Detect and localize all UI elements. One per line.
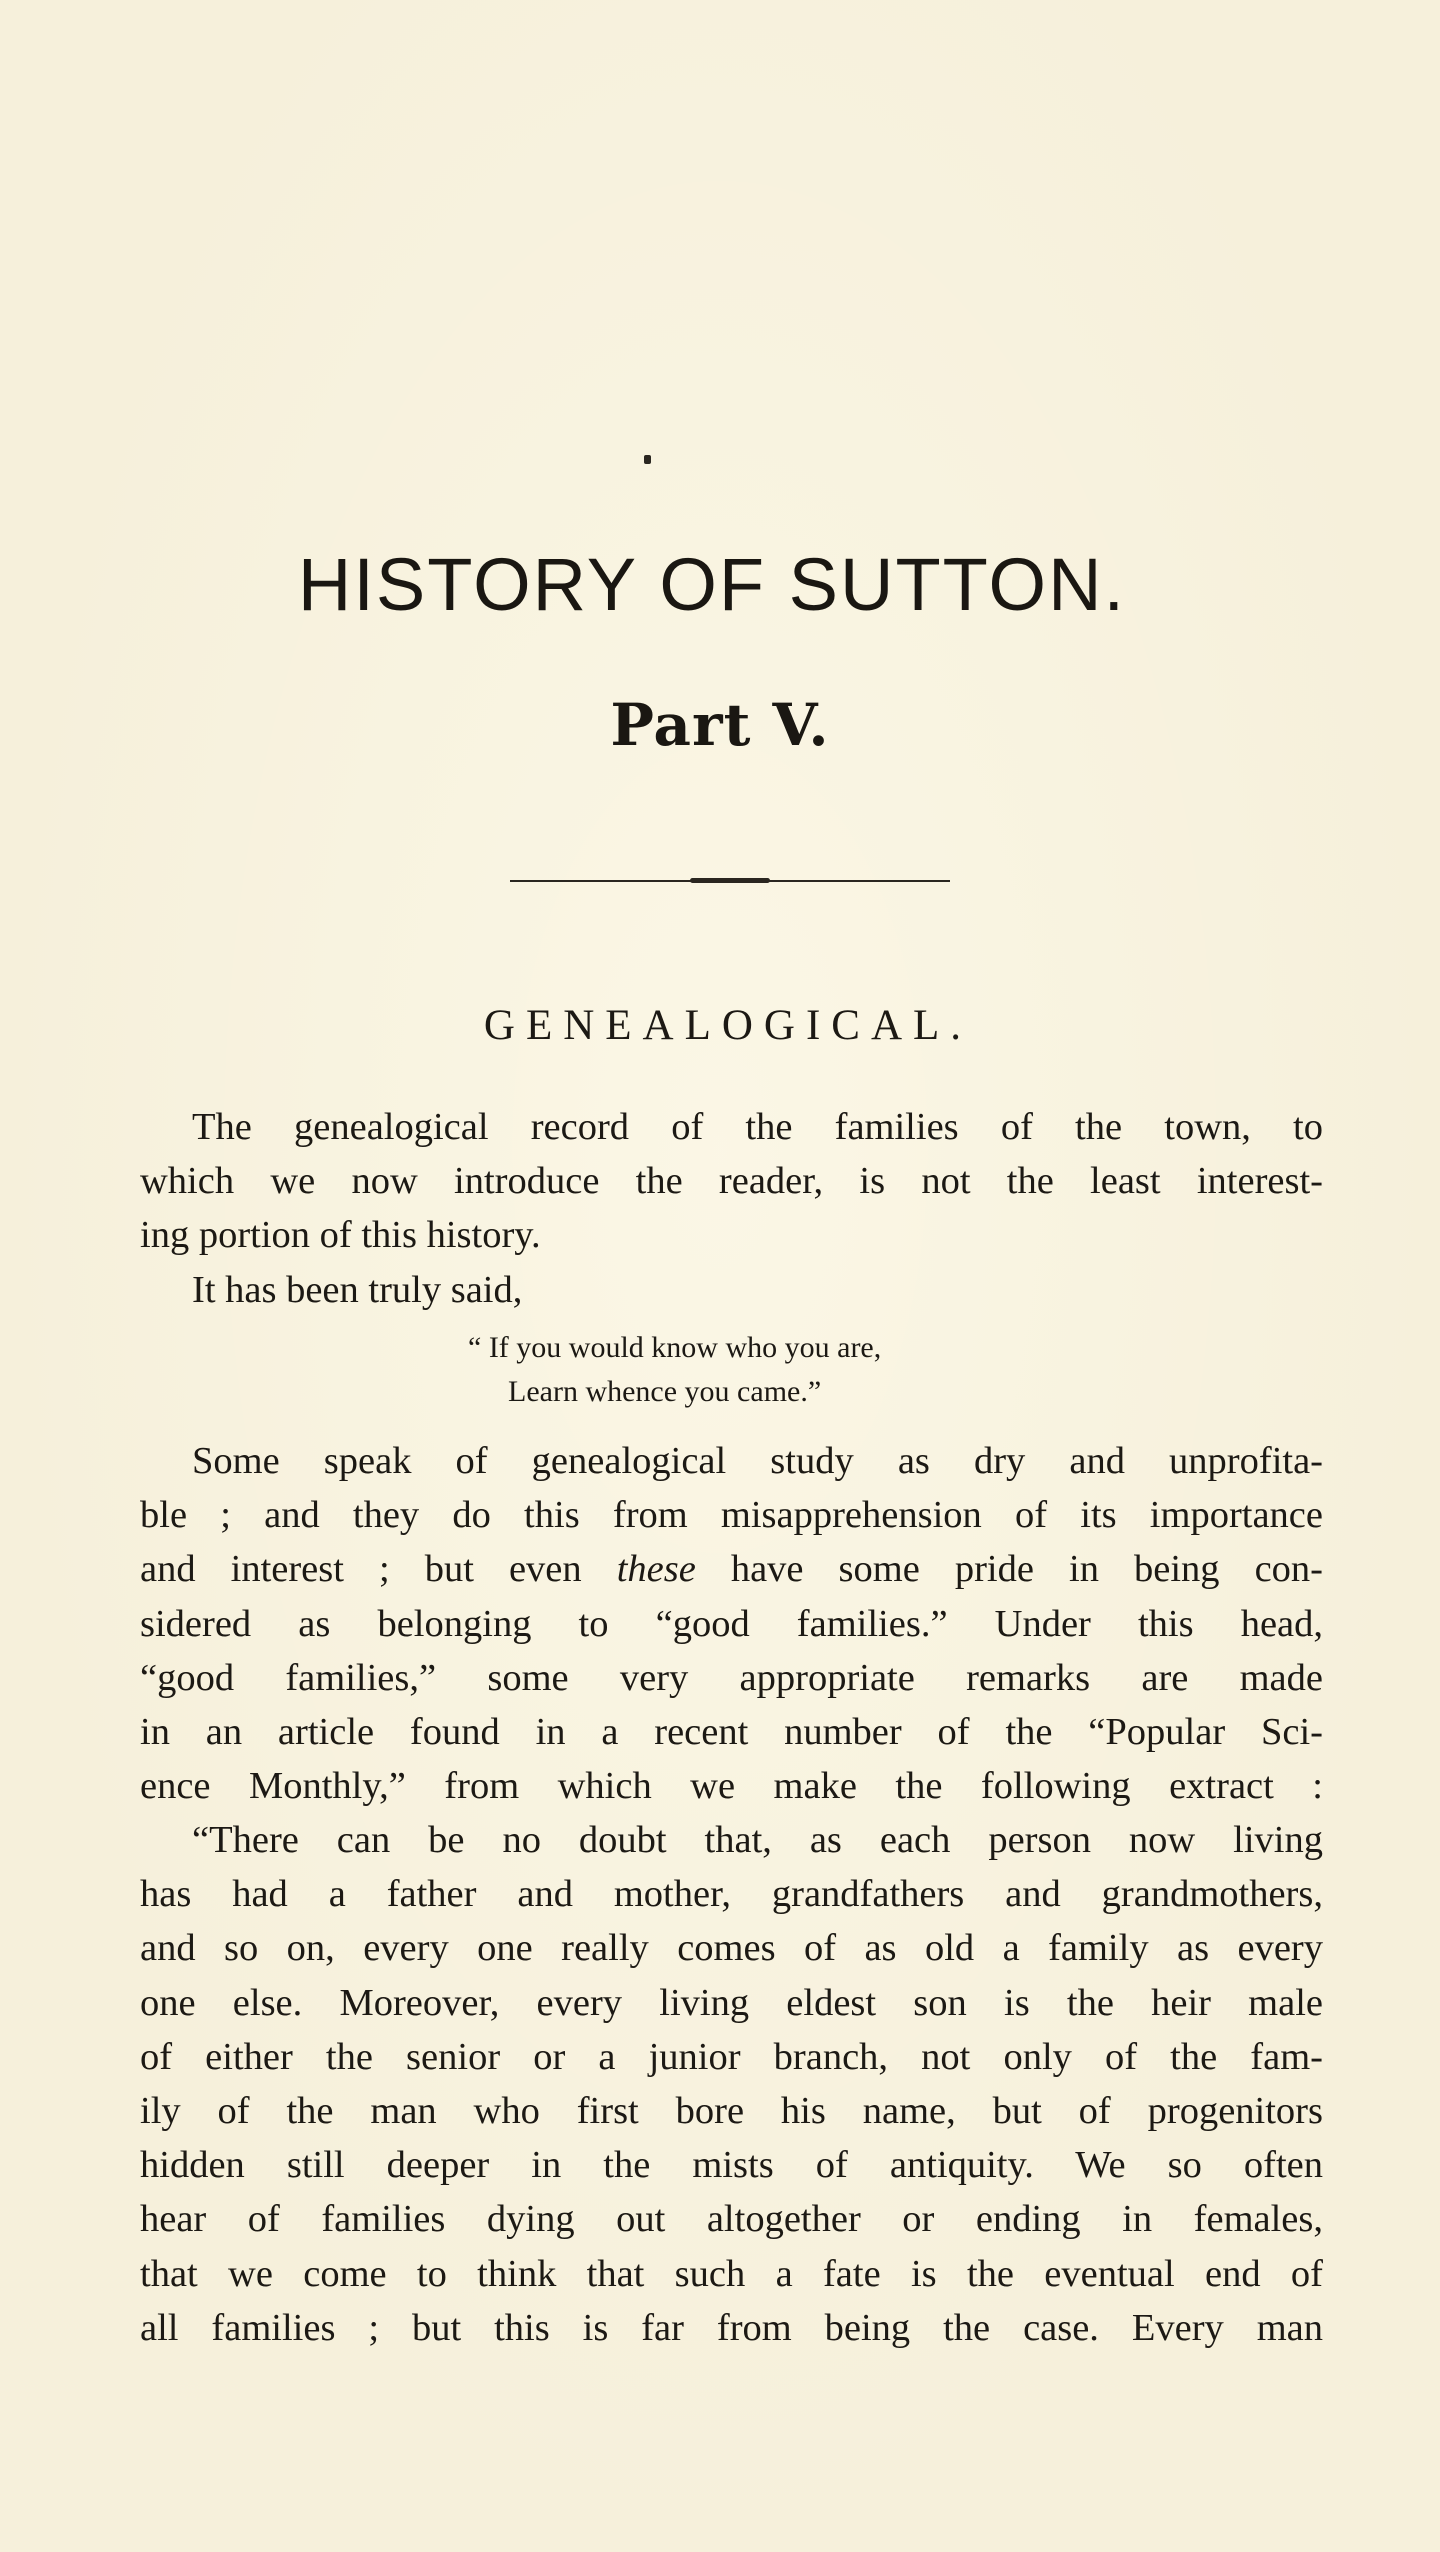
text-segment: Some speak of genealogical study as dry and unprofita- <box>192 1440 1323 1482</box>
text-line: that we come to think that such a fate is the eventual end of <box>140 2252 1323 2295</box>
text-line: which we now introduce the reader, is not the least interest- <box>140 1160 1323 1203</box>
paragraph-said <box>140 1263 1323 1317</box>
text-line: of either the senior or a junior branch, not only of the fam- <box>140 2035 1323 2078</box>
text-line: and so on, every one really comes of as old a family as every <box>140 1927 1323 1970</box>
section-heading: GENEALOGICAL. <box>483 1002 973 1049</box>
block-quote <box>468 1326 881 1414</box>
text-segment: ence Monthly,” from which we make the following extract : <box>140 1765 1323 1808</box>
text-line <box>140 1542 1323 1596</box>
part-heading: Part V. <box>610 691 830 759</box>
text-line: The genealogical record of the families of the town, to <box>192 1106 1323 1148</box>
text-segment: in an article found in a recent number of the “Popular Sci- <box>140 1711 1323 1754</box>
text-line: hear of families dying out altogether or ending in females, <box>140 2198 1323 2241</box>
text-segment: and interest ; but even <box>140 1548 617 1591</box>
text-line: has had a father and mother, grandfathers and grandmothers, <box>140 1873 1323 1916</box>
text-line: “There can be no doubt that, as each person now living <box>192 1819 1323 1861</box>
decorative-rule-ornament <box>690 878 770 883</box>
text-line: one else. Moreover, every living eldest son is the heir male <box>140 1981 1323 2024</box>
text-line <box>140 1759 1323 1813</box>
text-line <box>140 1434 1323 1488</box>
quote-line: “ If you would know who you are, <box>468 1331 882 1364</box>
text-segment: have some pride in being con- <box>695 1548 1323 1591</box>
text-segment: sidered as belonging to “good families.” Under this head, <box>140 1602 1323 1645</box>
text-line: ing portion of this history. <box>140 1214 541 1257</box>
text-line <box>140 1705 1323 1759</box>
text-line <box>140 1651 1323 1705</box>
text-segment: ble ; and they do this from misapprehension of its importance <box>140 1494 1323 1537</box>
printer-dot-mark <box>644 455 651 464</box>
text-line: ily of the man who first bore his name, but of progenitors <box>140 2090 1323 2133</box>
text-segment: “good families,” some very appropriate remarks are made <box>140 1656 1323 1699</box>
text-line <box>140 1488 1323 1542</box>
paragraph-some-speak <box>140 1434 1323 1813</box>
paragraph-intro <box>140 1100 1323 1263</box>
quote-line: Learn whence you came.” <box>508 1375 822 1408</box>
text-line: It has been truly said, <box>192 1269 523 1311</box>
page-title: HISTORY OF SUTTON. <box>297 543 1127 626</box>
paragraph-extract <box>140 1813 1323 2355</box>
text-line: all families ; but this is far from being the case. Every man <box>140 2306 1323 2349</box>
emphasis-text: these <box>616 1548 696 1591</box>
text-line <box>140 1597 1323 1651</box>
text-line: hidden still deeper in the mists of antiquity. We so often <box>140 2144 1323 2187</box>
